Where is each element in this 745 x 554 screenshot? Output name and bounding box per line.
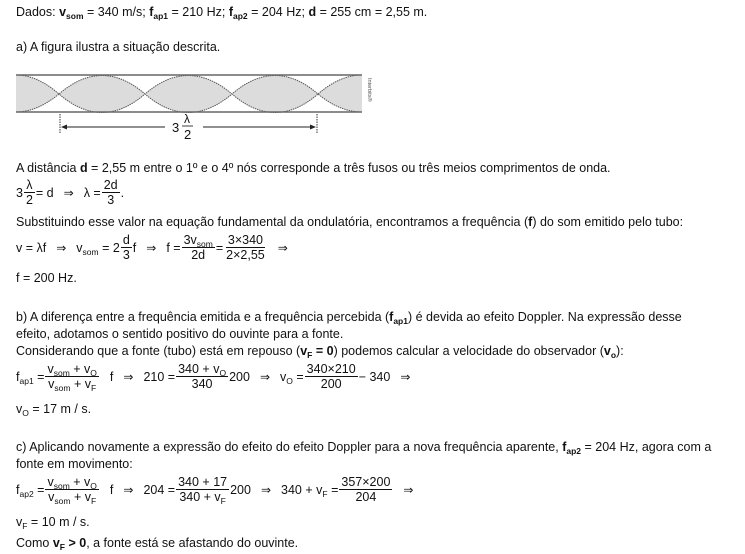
implies-arrow: ⇒: [260, 482, 272, 497]
implies-arrow: ⇒: [146, 240, 157, 255]
numeric-fraction: $\frac{3\times 340}{2\times 2,55}$: [226, 233, 265, 262]
two-d-over-three-fraction: $\frac{2d}{3}$: [103, 178, 118, 207]
part-b-text3: Considerando que a fonte (tubo) está em repouso $(v_F = 0)$ podemos calcular a velocidade do observador $(v_o)$:: [16, 344, 624, 360]
part-c-result: $v_F = 10$ m / s.: [16, 515, 90, 531]
part-b-text1: b) A diferença entre a frequência emitida e a frequência percebida $(f_{ap1})$ é devida ao efeito Doppler. Na expressão desse: [16, 310, 682, 326]
doppler-fraction: $\frac{v_{som} + v_O}{v_{som} + v_F}$: [47, 475, 97, 506]
doppler-fraction: $\frac{v_{som} + v_O}{v_{som} + v_F}$: [47, 362, 97, 393]
vsom-value: = 340 m/s;: [83, 5, 150, 19]
given-data: [16, 5, 427, 20]
part-c-equation: $f_{ap2}$ = $\frac{v_{som} + v_O}{v_{som} + v_F}$ f ⇒ 204 = $\frac{340 + 17}{340 + v_F}$ 200 ⇒ $340 + v_F$ = $\frac{357\times 200}{204}$ ⇒: [16, 475, 414, 506]
implies-arrow: ⇒: [123, 369, 134, 384]
dimension-lambda: λ: [184, 112, 190, 126]
dimension-coef: 3: [172, 120, 180, 135]
d-over-three-fraction: $\frac{d}{3}$: [122, 233, 130, 262]
tube-standing-wave-figure: [0, 66, 380, 146]
part-a-equation1: 3 $\frac{\lambda}{2}$ = d ⇒ λ = $\frac{2d}{3}$ .: [16, 178, 125, 207]
part-a-result: f = 200 Hz.: [16, 271, 77, 285]
implies-arrow: ⇒: [403, 482, 414, 497]
figure-watermark: Interbits®: [366, 78, 372, 102]
step2-fraction: $\frac{340 + v_O}{340}$: [178, 362, 227, 391]
fap1-symbol: $f_{ap1}$: [149, 5, 169, 21]
lambda-half-fraction: $\frac{\lambda}{2}$: [25, 178, 33, 207]
arrowhead-right: [310, 125, 316, 130]
implies-arrow: ⇒: [259, 369, 270, 384]
step3-fraction: $\frac{340\times 210}{200}$: [306, 362, 356, 391]
part-b-equation: $f_{ap1}$ = $\frac{v_{som} + v_O}{v_{som} + v_F}$ f ⇒ 210 = $\frac{340 + v_O}{340}$ 200 ⇒ $v_O$ = $\frac{340\times 210}{200}$ − 340 ⇒: [16, 362, 411, 393]
wave-fill: [16, 75, 362, 113]
vsom-symbol: $v_{som}$: [59, 5, 84, 21]
part-c-conclusion: Como $v_F > 0$, a fonte está se afastando do ouvinte.: [16, 536, 299, 552]
part-c-text1: c) Aplicando novamente a expressão do efeito do efeito Doppler para a nova frequência aparente, $f_{ap2} = 204$ Hz, agora com a: [16, 440, 712, 456]
part-a-intro: a) A figura ilustra a situação descrita.: [16, 40, 221, 54]
part-a-text1: A distância d = 2,55 m entre o 1º e o 4º nós corresponde a três fusos ou três meios comprimentos de onda.: [16, 161, 611, 175]
step2-fraction: $\frac{340 + 17}{340 + v_F}$: [178, 475, 228, 506]
part-b-result: $v_O = 17$ m / s.: [16, 402, 92, 418]
arrowhead-left: [61, 125, 67, 130]
fap2-value: = 204 Hz;: [247, 5, 309, 19]
step3-fraction: $\frac{357\times 200}{204}$: [341, 475, 391, 504]
d-symbol: d: [308, 5, 317, 19]
dimension-denominator: 2: [184, 127, 192, 142]
part-a-equation2: v = λf ⇒ $v_{som}$ = 2 $\frac{d}{3}$ f ⇒ f = $\frac{3v_{som}}{2d}$ = $\frac{3\times 340}{2\times 2,55}$ ⇒: [16, 233, 288, 262]
implies-arrow: ⇒: [277, 240, 288, 255]
part-a-text2: Substituindo esse valor na equação fundamental da ondulatória, encontramos a frequência (f) do som emitido pelo tubo:: [16, 215, 684, 229]
implies-arrow: ⇒: [123, 482, 134, 497]
fap1-value: = 210 Hz;: [168, 5, 229, 19]
fap2-symbol: $f_{ap2}$: [228, 5, 248, 21]
implies-arrow: ⇒: [56, 240, 67, 255]
implies-arrow: ⇒: [400, 369, 411, 384]
three-v-over-two-d-fraction: $\frac{3v_{som}}{2d}$: [183, 233, 213, 262]
given-prefix: Dados:: [16, 5, 60, 19]
part-c-text2: fonte em movimento:: [16, 457, 133, 471]
d-value: = 255 cm = 2,55 m.: [316, 5, 428, 19]
part-b-text2: efeito, adotamos o sentido positivo do ouvinte para a fonte.: [16, 327, 344, 341]
implies-arrow: ⇒: [63, 185, 74, 200]
